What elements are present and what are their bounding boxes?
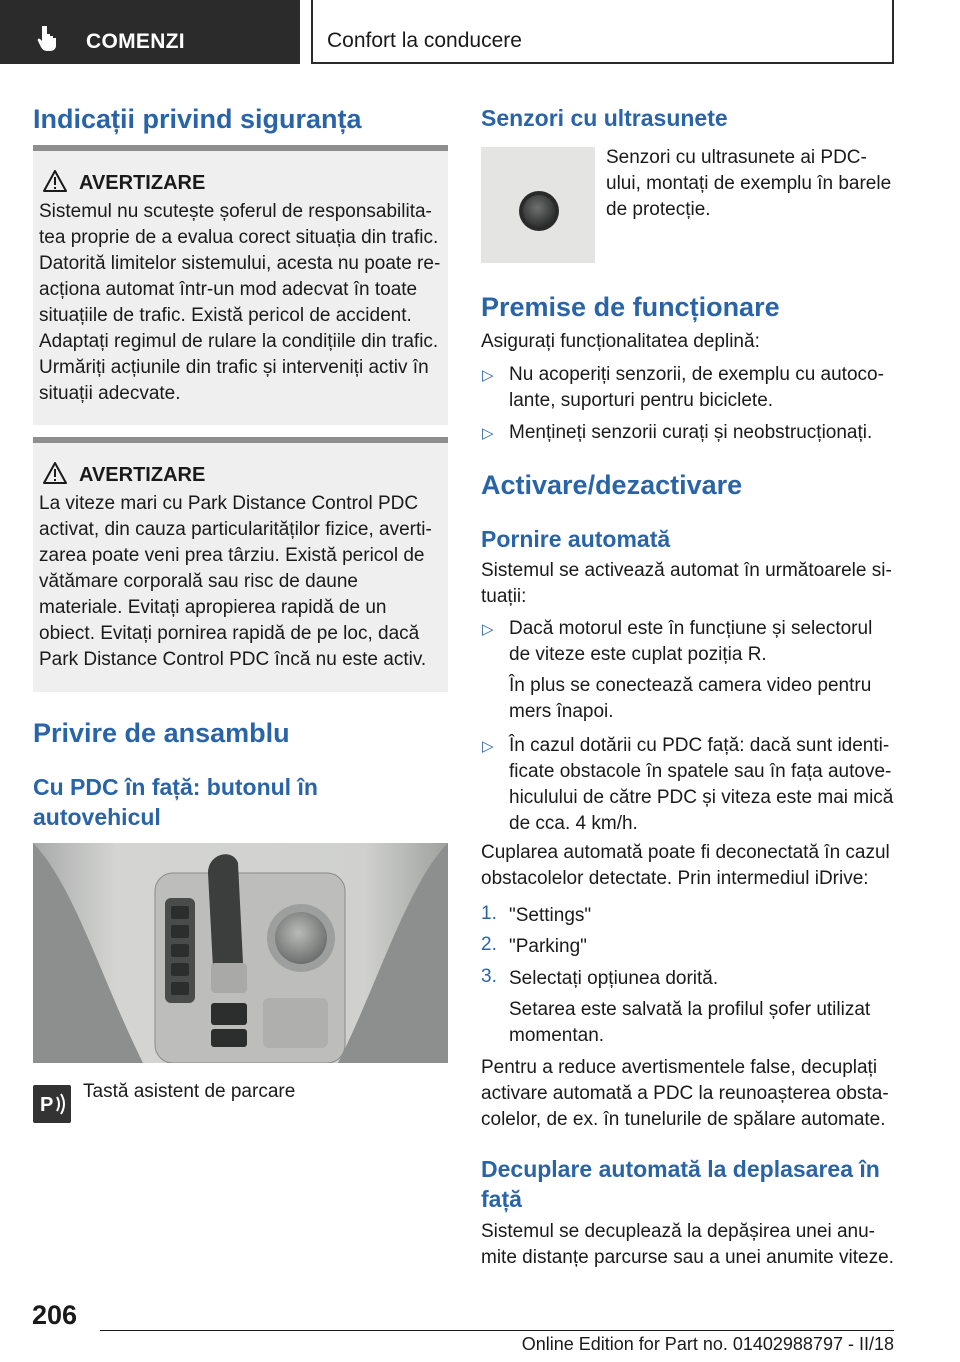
warning-box-2 <box>33 437 448 692</box>
svg-text:P: P <box>40 1094 54 1116</box>
warning-title: AVERTIZARE <box>79 172 206 194</box>
section-label: COMENZI <box>86 30 185 53</box>
center-console-image <box>33 843 448 1063</box>
overview-heading: Privire de ansamblu <box>33 718 290 748</box>
list-item: Nu acoperiți senzorii, de exemplu cu autocolante, suporturi pentru biciclete. <box>509 364 884 411</box>
list-item-note: În plus se conectează camera video pentru mers înapoi. <box>509 675 872 722</box>
bullet-icon: ▷ <box>482 367 494 384</box>
auto-start-intro: Sistemul se activează automat în următoarele situații: <box>481 560 892 607</box>
warning-title: AVERTIZARE <box>79 464 206 486</box>
decouple-text: Sistemul se decuplează la depășirea unei anumite distanțe parcurse sau a unei anumite viteze. <box>481 1221 894 1268</box>
false-warning-text: Pentru a reduce avertismentele false, decuplați activare automată a PDC la reunoașterea obstacolelor, de ex. în tunelurile de spălare automate. <box>481 1057 889 1130</box>
sensors-text: Senzori cu ultrasunete ai PDC-ului, montați de exemplu în barele de protecție. <box>606 147 892 220</box>
image-caption: Tastă asistent de parcare <box>83 1081 296 1102</box>
step-text: Selectați opțiunea dorită. <box>509 968 719 989</box>
pdc-button-heading: Cu PDC în față: butonul în autovehicul <box>33 774 318 830</box>
chapter-label: Confort la conducere <box>327 29 522 52</box>
warning-triangle-icon <box>43 462 67 484</box>
list-item: Dacă motorul este în funcțiune și selectorul de viteze este cuplat poziția R. <box>509 618 873 665</box>
step-number: 3. <box>481 966 497 987</box>
section-tab <box>0 0 300 64</box>
hand-pointer-icon <box>36 24 62 52</box>
warning-triangle-icon <box>43 170 67 192</box>
bullet-icon: ▷ <box>482 621 494 638</box>
list-item: Mențineți senzorii curați și neobstrucționați. <box>509 422 873 443</box>
footer-edition: Online Edition for Part no. 01402988797 - II/18 <box>521 1334 894 1354</box>
warning-box-1 <box>33 145 448 425</box>
warning-text: Sistemul nu scutește șoferul de responsabilitatea proprie de a evalua corect situația din trafic. Datorită limitelor sistemului, acesta nu poate reacționa automat într-un mod adecvat în toate situațiile de trafic. Există pericol de accident. Adaptați regimul de rulare la condițiile din trafic. Urmăriți acțiunile din trafic și interveniți activ în situații adecvate. <box>39 201 441 404</box>
activation-heading: Activare/dezactivare <box>481 470 743 500</box>
auto-decouple-text: Cuplarea automată poate fi deconectată în cazul obstacolelor detectate. Prin intermediul iDrive: <box>481 842 890 889</box>
footer-divider <box>100 1330 894 1331</box>
parking-assistant-icon <box>33 1085 71 1123</box>
step-text: "Settings" <box>509 905 592 926</box>
bullet-icon: ▷ <box>482 425 494 442</box>
step-note: Setarea este salvată la profilul șofer utilizat momentan. <box>509 999 871 1046</box>
auto-start-heading: Pornire automată <box>481 526 671 552</box>
premise-heading: Premise de funcționare <box>481 292 780 322</box>
bullet-icon: ▷ <box>482 738 494 755</box>
sensors-heading: Senzori cu ultrasunete <box>481 105 728 131</box>
step-text: "Parking" <box>509 936 587 957</box>
warning-text: La viteze mari cu Park Distance Control PDC activat, din cauza particularităților fizice, avertizarea poate veni prea târziu. Există pericol de vătămare corporală sau risc de daune materiale. Evitați apropierea rapidă de un obiect. Evitați pornirea rapidă de pe loc, dacă Park Distance Control PDC încă nu este activ. <box>39 493 432 670</box>
premise-intro: Asigurați funcționalitatea deplină: <box>481 331 760 352</box>
step-number: 1. <box>481 903 497 924</box>
decouple-heading: Decuplare automată la deplasarea în față <box>481 1156 880 1212</box>
chapter-tab <box>311 0 894 64</box>
safety-heading: Indicații privind siguranța <box>33 104 362 134</box>
ultrasonic-sensor-image <box>481 147 595 263</box>
step-number: 2. <box>481 934 497 955</box>
list-item: În cazul dotării cu PDC față: dacă sunt identificate obstacole în spatele sau în fața autovehiculului de către PDC și viteza este mai mică de cca. 4 km/h. <box>509 735 894 834</box>
page-number: 206 <box>32 1300 78 1330</box>
